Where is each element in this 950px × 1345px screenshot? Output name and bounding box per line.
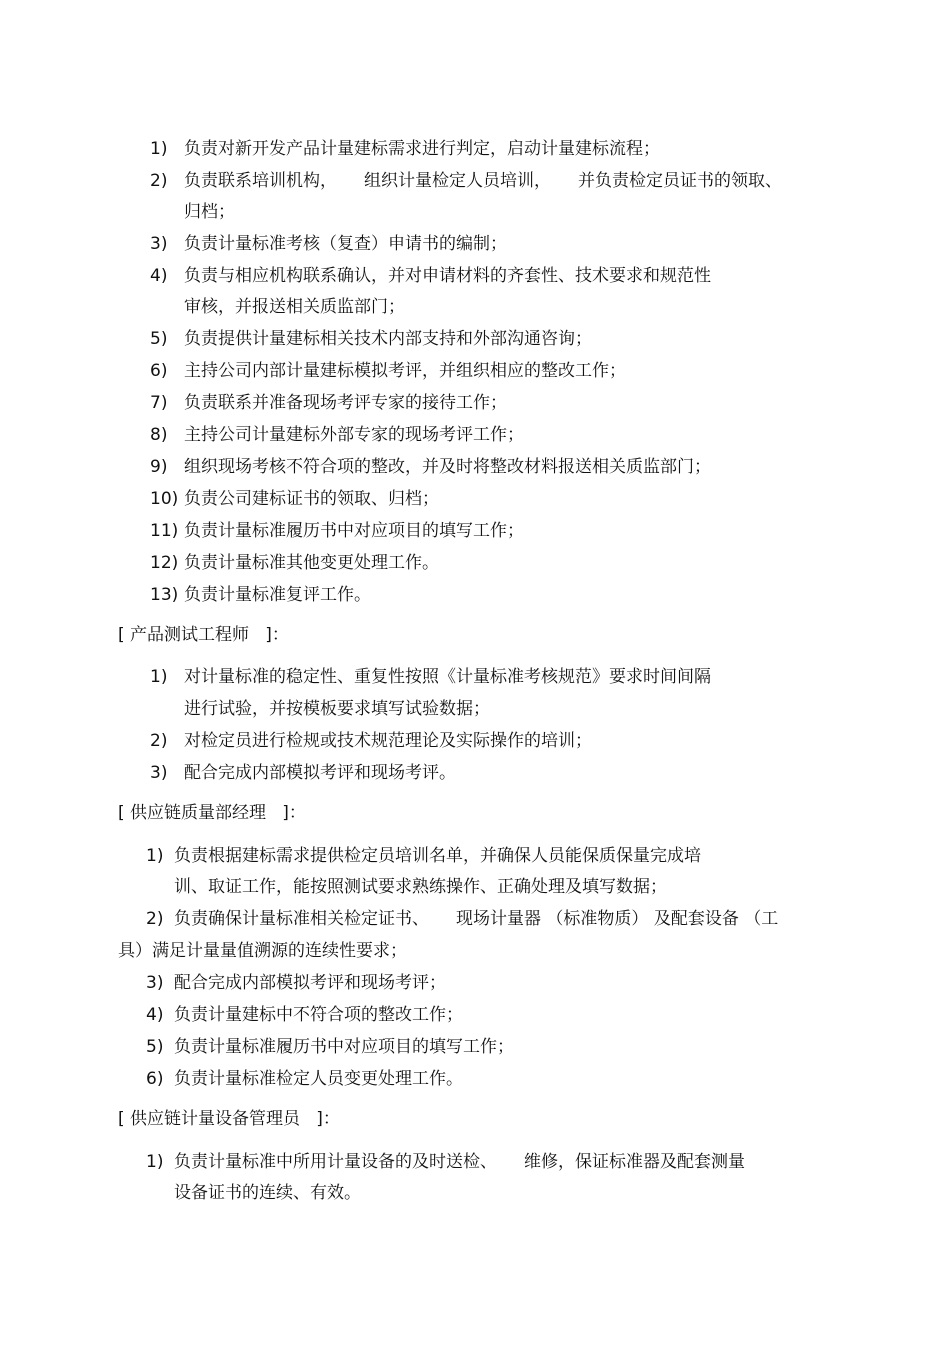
list-item-text: 负责确保计量标准相关检定证书、 现场计量器 （标准物质） 及配套设备 （工 bbox=[174, 909, 779, 929]
list-item-text: 负责公司建标证书的领取、归档； bbox=[184, 489, 439, 509]
item-number: 1) bbox=[150, 667, 168, 687]
item-number: 10) bbox=[150, 489, 179, 509]
list-item-text: 负责联系培训机构， 组织计量检定人员培训， 并负责检定员证书的领取、 bbox=[184, 171, 783, 191]
item-number: 11) bbox=[150, 521, 179, 541]
section-heading: [ 产品测试工程师 ]： bbox=[118, 625, 289, 645]
list-item-text: 负责计量标准中所用计量设备的及时送检、 维修，保证标准器及配套测量 bbox=[174, 1152, 746, 1172]
item-number: 5) bbox=[146, 1037, 164, 1057]
list-item-text: 负责计量标准履历书中对应项目的填写工作； bbox=[184, 521, 524, 541]
section-heading: [ 供应链质量部经理 ]： bbox=[118, 803, 306, 823]
item-number: 2) bbox=[150, 731, 168, 751]
list-item-text: 配合完成内部模拟考评和现场考评。 bbox=[184, 763, 456, 783]
list-item-text: 负责计量建标中不符合项的整改工作； bbox=[174, 1005, 463, 1025]
list-item-text-continued: 审核，并报送相关质监部门； bbox=[184, 297, 405, 317]
item-number: 3) bbox=[146, 973, 164, 993]
list-item-text: 对计量标准的稳定性、重复性按照《计量标准考核规范》要求时间间隔 bbox=[184, 667, 711, 687]
list-item-text-continued: 设备证书的连续、有效。 bbox=[174, 1183, 361, 1203]
item-number: 6) bbox=[146, 1069, 164, 1089]
list-item-text-continued: 进行试验，并按模板要求填写试验数据； bbox=[184, 699, 490, 719]
list-item-text: 负责计量标准履历书中对应项目的填写工作； bbox=[174, 1037, 514, 1057]
list-item-text: 负责提供计量建标相关技术内部支持和外部沟通咨询； bbox=[184, 329, 592, 349]
item-number: 6) bbox=[150, 361, 168, 381]
item-number: 4) bbox=[150, 266, 168, 286]
list-item-text: 负责计量标准复评工作。 bbox=[184, 585, 371, 605]
item-number: 9) bbox=[150, 457, 168, 477]
item-number: 13) bbox=[150, 585, 179, 605]
item-number: 2) bbox=[146, 909, 164, 929]
item-number: 5) bbox=[150, 329, 168, 349]
item-number: 7) bbox=[150, 393, 168, 413]
list-item-text: 负责与相应机构联系确认，并对申请材料的齐套性、技术要求和规范性 bbox=[184, 266, 711, 286]
list-item-text: 负责计量标准其他变更处理工作。 bbox=[184, 553, 439, 573]
list-item-text: 负责根据建标需求提供检定员培训名单，并确保人员能保质保量完成培 bbox=[174, 846, 701, 866]
list-item-text: 负责联系并准备现场考评专家的接待工作； bbox=[184, 393, 507, 413]
list-item-text: 负责对新开发产品计量建标需求进行判定，启动计量建标流程； bbox=[184, 139, 660, 159]
list-item-text-continued: 训、取证工作，能按照测试要求熟练操作、正确处理及填写数据； bbox=[174, 877, 667, 897]
item-number: 1) bbox=[150, 139, 168, 159]
list-item-text-continued: 具）满足计量量值溯源的连续性要求； bbox=[118, 941, 407, 961]
list-item-text-continued: 归档； bbox=[184, 202, 235, 222]
item-number: 1) bbox=[146, 1152, 164, 1172]
list-item-text: 配合完成内部模拟考评和现场考评； bbox=[174, 973, 446, 993]
item-number: 3) bbox=[150, 234, 168, 254]
item-number: 8) bbox=[150, 425, 168, 445]
list-item-text: 对检定员进行检规或技术规范理论及实际操作的培训； bbox=[184, 731, 592, 751]
list-item-text: 组织现场考核不符合项的整改，并及时将整改材料报送相关质监部门； bbox=[184, 457, 711, 477]
list-item-text: 主持公司计量建标外部专家的现场考评工作； bbox=[184, 425, 524, 445]
item-number: 4) bbox=[146, 1005, 164, 1025]
item-number: 2) bbox=[150, 171, 168, 191]
item-number: 12) bbox=[150, 553, 179, 573]
list-item-text: 主持公司内部计量建标模拟考评，并组织相应的整改工作； bbox=[184, 361, 626, 381]
item-number: 1) bbox=[146, 846, 164, 866]
item-number: 3) bbox=[150, 763, 168, 783]
section-heading: [ 供应链计量设备管理员 ]： bbox=[118, 1109, 340, 1129]
list-item-text: 负责计量标准考核（复查）申请书的编制； bbox=[184, 234, 507, 254]
list-item-text: 负责计量标准检定人员变更处理工作。 bbox=[174, 1069, 463, 1089]
